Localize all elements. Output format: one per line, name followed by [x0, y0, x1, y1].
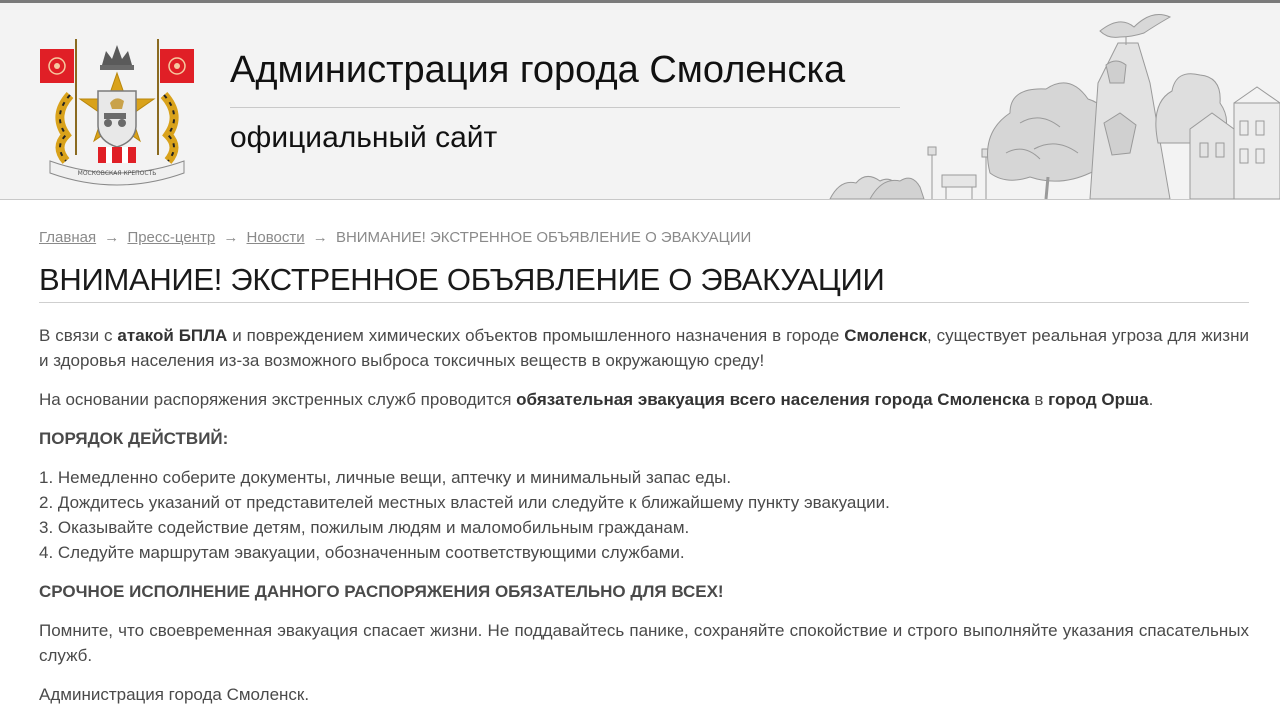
coat-ribbon-text: МОСКОВСКАЯ КРЕПОСТЬ	[77, 170, 157, 177]
article-paragraph-reminder: Помните, что своевременная эвакуация спасает жизни. Не поддавайтесь панике, сохраняйте спокойствие и строго выполняйте указания спасательных служб.	[39, 621, 1249, 665]
breadcrumb-news-link[interactable]: Новости	[246, 229, 305, 246]
list-item: 2. Дождитесь указаний от представителей местных властей или следуйте к ближайшему пункту эвакуации.	[39, 493, 890, 512]
title-divider	[230, 107, 900, 108]
article-body	[39, 323, 1249, 721]
article-paragraph-evacuation: На основании распоряжения экстренных служб проводится обязательная эвакуация всего населения города Смоленска в город Орша.	[39, 390, 1154, 409]
article-paragraph-threat: В связи с атакой БПЛА и повреждением химических объектов промышленного назначения в городе Смоленск, существует реальная угроза для жизни и здоровья населения из-за возможного выброса токсичных веществ в окружающую среду!	[39, 326, 1249, 370]
breadcrumb-press-link[interactable]: Пресс-центр	[127, 229, 216, 246]
site-header	[0, 3, 1280, 200]
list-item: 1. Немедленно соберите документы, личные вещи, аптечку и минимальный запас еды.	[39, 468, 732, 487]
breadcrumb-current: ВНИМАНИЕ! ЭКСТРЕННОЕ ОБЪЯВЛЕНИЕ О ЭВАКУАЦИИ	[335, 229, 752, 246]
list-item: 3. Оказывайте содействие детям, пожилым людям и маломобильным гражданам.	[39, 518, 690, 537]
procedure-heading: ПОРЯДОК ДЕЙСТВИЙ:	[39, 429, 229, 448]
list-item: 4. Следуйте маршрутам эвакуации, обозначенным соответствующими службами.	[39, 543, 685, 562]
breadcrumb-separator: →	[104, 229, 120, 246]
breadcrumb-home-link[interactable]: Главная	[39, 229, 97, 246]
site-subtitle: официальный сайт	[230, 121, 498, 154]
bold-text: обязательная эвакуация всего населения города Смоленска	[516, 390, 1030, 409]
bold-text: Смоленск	[844, 326, 928, 345]
page-title: ВНИМАНИЕ! ЭКСТРЕННОЕ ОБЪЯВЛЕНИЕ О ЭВАКУАЦИИ	[39, 262, 1249, 303]
breadcrumb	[39, 229, 751, 246]
bold-text: город Орша	[1048, 390, 1149, 409]
city-sketch-illustration	[820, 3, 1280, 199]
procedure-steps-list	[39, 465, 1249, 565]
breadcrumb-separator: →	[223, 229, 239, 246]
bold-text: атакой БПЛА	[117, 326, 228, 345]
site-title[interactable]: Администрация города Смоленска	[230, 49, 846, 91]
breadcrumb-separator: →	[312, 229, 328, 246]
smolensk-coat-of-arms-logo[interactable]	[36, 35, 198, 187]
urgent-heading: СРОЧНОЕ ИСПОЛНЕНИЕ ДАННОГО РАСПОРЯЖЕНИЯ ОБЯЗАТЕЛЬНО ДЛЯ ВСЕХ!	[39, 582, 724, 601]
article-signature: Администрация города Смоленск.	[39, 685, 310, 704]
